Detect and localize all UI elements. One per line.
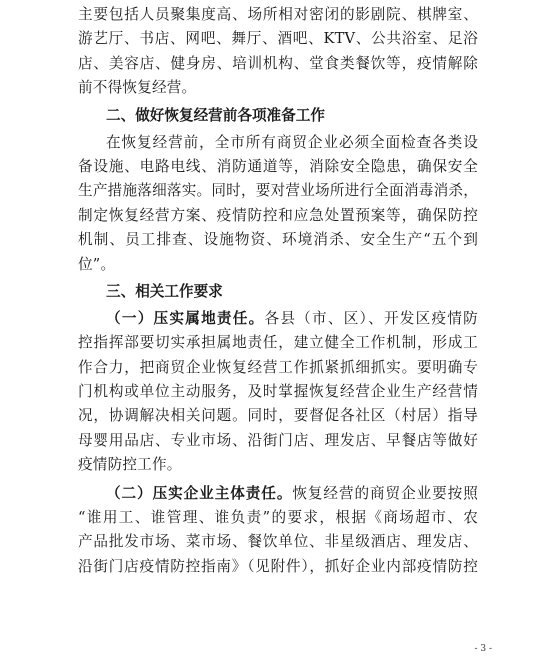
text-line: 母婴用品店、专业市场、沿街门店、理发店、早餐店等做好: [78, 431, 478, 449]
text-line: 位”。: [78, 255, 116, 273]
text-line: 疫情防控工作。: [78, 456, 182, 474]
document-body: [78, 3, 478, 579]
item-2-first-line: 恢复经营的商贸企业要按照: [292, 484, 479, 502]
text-line: 产品批发市场、菜市场、餐饮单位、非星级酒店、理发店、: [78, 533, 478, 551]
text-line: “谁用工、谁管理、谁负责”的要求，根据《商场超市、农: [78, 509, 478, 527]
text-line: [78, 307, 478, 331]
item-label-1: （一）压实属地责任。: [106, 309, 265, 327]
text-line: 店、美容店、健身房、培训机构、堂食类餐饮等，疫情解除: [78, 54, 478, 72]
text-line: [78, 482, 478, 506]
text-line: 主要包括人员聚集度高、场所相对密闭的影剧院、棋牌室、: [78, 6, 478, 23]
section-heading-3: 三、相关工作要求: [106, 282, 223, 300]
paragraph-section-2: [78, 131, 478, 277]
page-number: - 3 -: [474, 644, 492, 654]
text-line: 前不得恢复经营。: [78, 79, 197, 97]
paragraph-intro: [78, 3, 478, 101]
text-line: 制定恢复经营方案、疫情防控和应急处置预案等，确保防控: [78, 206, 478, 224]
text-line: 门机构或单位主动服务，及时掌握恢复经营企业生产经营情: [78, 383, 478, 401]
item-label-2: （二）压实企业主体责任。: [106, 484, 293, 502]
text-line: 沿街门店疫情防控指南》（见附件），抓好企业内部疫情防控: [78, 557, 478, 575]
paragraph-item-1: [78, 307, 478, 478]
paragraph-item-2: [78, 482, 478, 580]
text-line: 作合力，把商贸企业恢复经营工作抓紧抓细抓实。要明确专: [78, 358, 478, 376]
text-line: 备设施、电路电线、消防通道等，消除安全隐患，确保安全: [78, 157, 478, 175]
section-heading-2: 二、做好恢复经营前各项准备工作: [106, 106, 325, 124]
text-line: 生产措施落细落实。同时，要对营业场所进行全面消毒消杀，: [78, 182, 478, 200]
text-line: 况，协调解决相关问题。同时，要督促各社区（村居）指导: [78, 407, 478, 425]
item-1-first-line: 各县（市、区）、开发区疫情防: [264, 309, 478, 327]
text-line: 控指挥部要切实承担属地责任，建立健全工作机制，形成工: [78, 334, 478, 352]
text-line: 在恢复经营前，全市所有商贸企业必须全面检查各类设: [106, 133, 478, 151]
text-line: 游艺厅、书店、网吧、舞厅、酒吧、KTV、公共浴室、足浴: [78, 30, 478, 48]
text-line: 机制、员工排查、设施物资、环境消杀、安全生产“五个到: [78, 231, 478, 249]
